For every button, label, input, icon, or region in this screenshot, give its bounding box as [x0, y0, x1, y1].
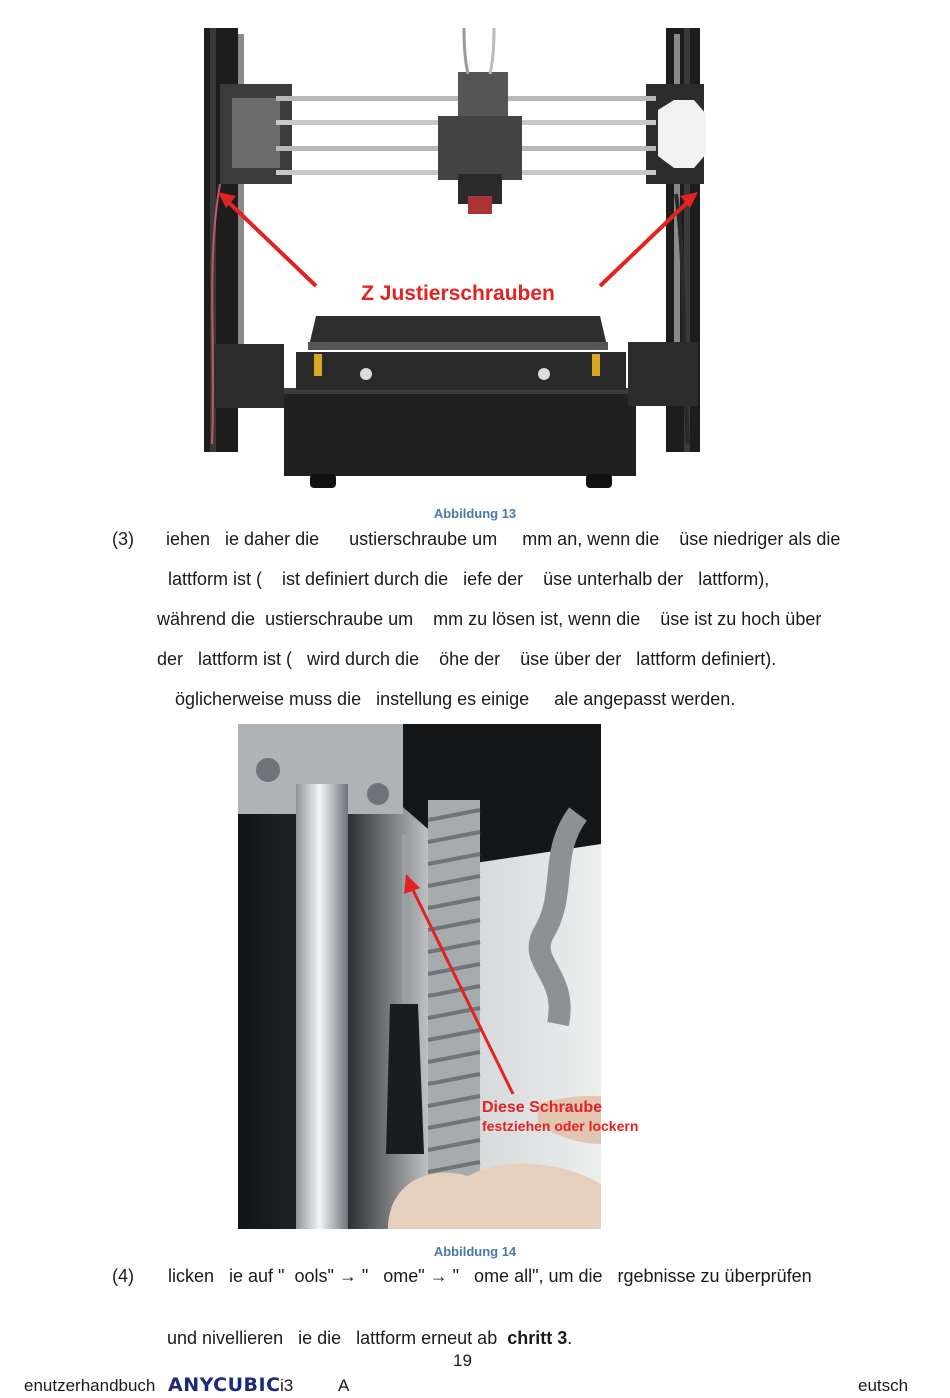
step-3-number: (3): [112, 529, 134, 549]
footer-left-text: enutzerhandbuch: [24, 1376, 156, 1395]
figure-14-caption: Abbildung 14: [433, 1244, 517, 1259]
figure-13-image: [196, 24, 724, 496]
step-3-line-2: lattform ist ( ist definiert durch die iefe der üse unterhalb der lattform),: [168, 569, 770, 589]
figure-13-caption: Abbildung 13: [433, 506, 517, 521]
adjusting-screw-photo: [238, 724, 639, 1229]
step-4-number: (4): [112, 1266, 134, 1286]
figure-14-label-line-2: festziehen oder lockern: [482, 1118, 639, 1134]
page-number: 19: [453, 1351, 472, 1370]
footer-right-text: eutsch: [858, 1376, 909, 1395]
anycubic-logo: ANYCUBIC: [168, 1374, 281, 1396]
step-4-step-reference: chritt 3: [507, 1328, 568, 1348]
step-3-line-4: der lattform ist ( wird durch die öhe der üse über der lattform definiert).: [157, 649, 777, 669]
footer-model: i3: [280, 1376, 294, 1395]
step-4-line-2-text: und nivellieren ie die lattform erneut ab: [167, 1328, 508, 1348]
printer-front-illustration: [196, 24, 724, 496]
step-4-line-1: licken ie auf " ools" → " ome" → " ome all", um die rgebnisse zu überprüfen: [168, 1266, 812, 1286]
step-3-line-1: iehen ie daher die ustierschraube um mm an, wenn die üse niedriger als die: [166, 529, 841, 549]
figure-14-label-line-1: Diese Schraube: [482, 1099, 603, 1116]
step-4-line-2: [157, 1305, 572, 1349]
step-3-line-5: öglicherweise muss die instellung es einige ale angepasst werden.: [175, 689, 736, 709]
figure-14-image: [238, 724, 639, 1229]
footer-variant: A: [338, 1376, 350, 1395]
step-3-line-3: während die ustierschraube um mm zu lösen ist, wenn die üse ist zu hoch über: [157, 609, 822, 629]
figure-13-label: Z Justierschrauben: [361, 282, 555, 305]
step-4-line-2-end: .: [567, 1328, 573, 1348]
